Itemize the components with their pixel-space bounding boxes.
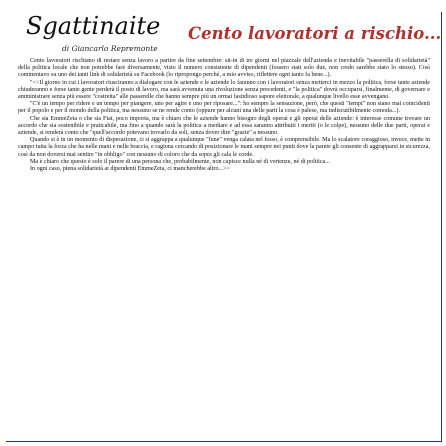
paragraph: Cento lavoratori rischiano di restare senza lavoro a partire da fine settembre: sit-in di tre giorni nel piazzale dell'azienda e inevitabile "passerella di solidarietà" della politica locale che non potrebbe fare diversamente, visto il numero consistente di dipendenti (fossero stati solo due, non credo sarebbe stato lo stesso). Così commentavo su uno dei tanti link di solidarietà su Facebook (lo ripropongo perché, a mio avviso, riflettere ogni tanto fa bene...). xyxy=(18,58,430,79)
svg-text:Sgattinaite: Sgattinaite xyxy=(26,12,161,40)
page-border-right xyxy=(441,12,442,442)
article-title: Cento lavoratori a rischio... xyxy=(188,24,442,43)
paragraph: In ogni caso, piena solidarietà ai dipendenti EmmeZeta, ci mancherebbe altro...>> xyxy=(30,166,230,173)
paragraph: Che sia EmmeZeta o che sia Fiat, poco importa, ma è chiaro che le aziende hanno bisogno degli operai e gli operai delle aziende: è interesse comune trovare un accordo che sia sostenibile e praticabile, ma fino a quando sarà la politica a mediare e ad essa saranno attribuiti i meriti (o le colpe), nessuno delle due parti, operai e aziende, si renderà conto che "quell'accordo potevano trovarlo da soli, senza dover dire "grazie" a nessuno. xyxy=(18,115,430,137)
author-byline: di Giancarlo Repremonte xyxy=(62,44,158,53)
logo-mark xyxy=(22,10,162,44)
paragraph: Ma è chiaro che questo è solo il parere di una persona che, probabilmente, non capisce nulla né di vertenze, né di politica... xyxy=(30,158,330,165)
paragraph: "C'è un tempo per ridere e un tempo per piangere, uno per agire e uno per riposare...": ho sempre la sensazione, però, che questi "tempi" non siano mai coincidenti per il popolo e per il mondo della politica, ma nessuno se ne rende conto (oppure per alcuni una delle parti la cosa è palese, ma indiscutibilmente comoda...). xyxy=(18,101,430,115)
column-logo xyxy=(22,10,162,55)
paragraph: "<<Il giorno in cui i lavoratori riusciranno a dialogare con le aziende e le aziende lo faranno con i lavoratori senza metterci in mezzo la politica, forse tante aziende chiuderanno e forse tante gente perderà il posto di lavoro, ma sarà avvenuta una rivoluzione senza precedenti, e "la politica" dovrà occuparsi, finalmente, di governare e amministrare senza più essere "costretta" alle passerelle che hanno sempre più un ormai fastidioso sapore elettorale, a qualunque livello esse avvengano. xyxy=(18,79,430,101)
paragraph: Quando si è in un momento di disperazione, ci si aggrappa a qualunque "fune" venga calata nel fosso, è comprensibile. Ma lo scalatore coraggioso, invece, mette in campo tutta la forza che ha nelle mani e nelle braccia, e ragiona cercando di posizionare le mani sempre nei punti dove la parete gli consente di aggrapparsi in sicurezza, così da non doversi mai sentire "in obbligo" con nessuno di coloro che da sopra gli cala le corde. xyxy=(18,137,430,158)
page-border-bottom xyxy=(6,441,442,442)
header xyxy=(8,10,442,55)
article-body xyxy=(18,58,430,173)
